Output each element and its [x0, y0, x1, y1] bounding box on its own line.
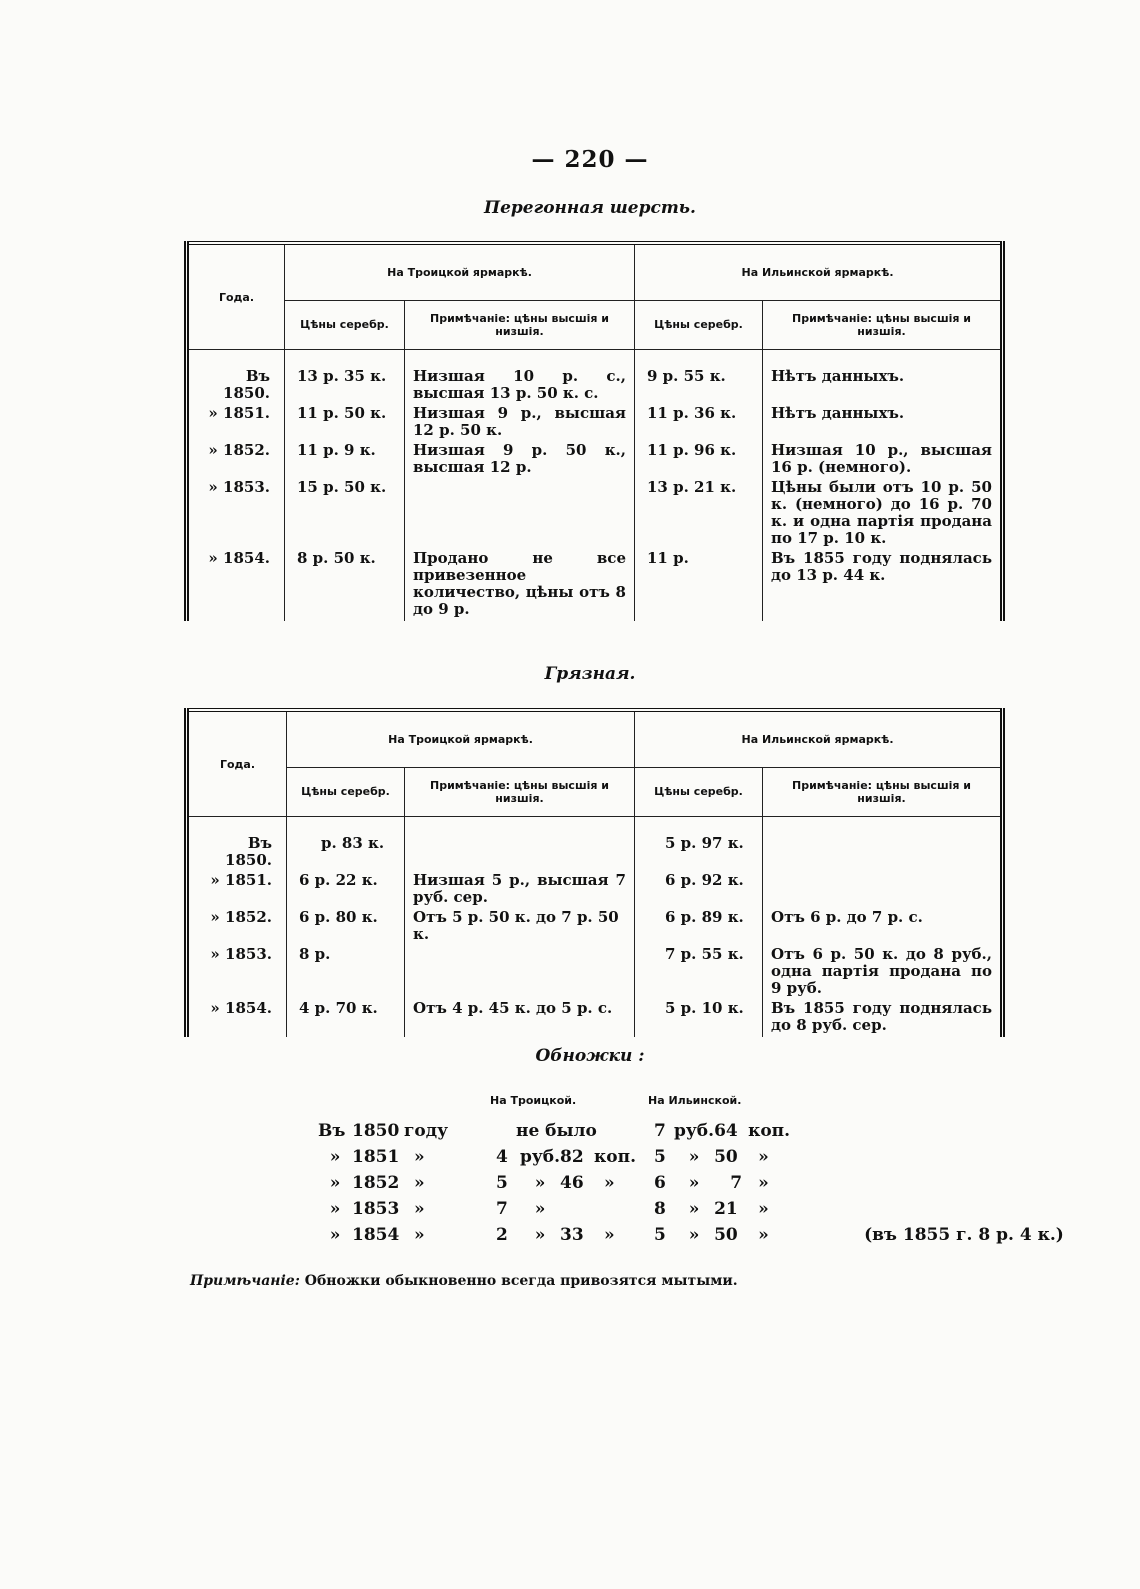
- row-year: » 1854.: [187, 1000, 287, 1037]
- row-year: » 1852.: [187, 442, 285, 479]
- row-year: » 1853.: [187, 946, 287, 1000]
- obn-ilyinsk-kop: 50: [714, 1147, 738, 1167]
- obn-ilyinsk-rub: 7: [654, 1121, 666, 1141]
- obn-troitsk-rub: 4: [496, 1147, 508, 1167]
- table-row: [318, 1170, 1064, 1196]
- obn-troitsk-unit: »: [534, 1173, 546, 1193]
- ilyinsk-price: 5 р. 10 к.: [635, 1000, 763, 1037]
- obn-ilyinsk-kop: 21: [714, 1199, 738, 1219]
- obn-extra: [844, 1144, 1064, 1170]
- obn-prefix: »: [329, 1147, 341, 1167]
- table-row: [187, 479, 1003, 550]
- ilyinsk-note: Нѣтъ данныхъ.: [763, 350, 1003, 406]
- obn-year-suffix: году: [404, 1121, 448, 1141]
- header-price-ilyinsk: Цѣны серебр.: [635, 767, 763, 816]
- ilyinsk-price: 5 р. 97 к.: [635, 817, 763, 873]
- obn-ilyinsk-unit: руб.: [674, 1121, 715, 1141]
- ilyinsk-note: Въ 1855 году поднялась до 13 р. 44 к.: [763, 550, 1003, 621]
- obn-troitsk-rub: 7: [496, 1199, 508, 1219]
- troitsk-price: 11 р. 9 к.: [285, 442, 405, 479]
- header-note-ilyinsk: Примѣчаніе: цѣны высшія и низшія.: [763, 300, 1003, 349]
- section-title-obnozhki: Обножки :: [535, 1046, 645, 1066]
- ilyinsk-note: Въ 1855 году поднялась до 8 руб. сер.: [763, 1000, 1003, 1037]
- table-row: [187, 350, 1003, 406]
- row-year: » 1851.: [187, 405, 285, 442]
- obn-ilyinsk-kop: 7: [730, 1173, 743, 1193]
- obn-ilyinsk-kop-unit: »: [758, 1199, 769, 1219]
- table-row: [187, 405, 1003, 442]
- table-row: [318, 1144, 1064, 1170]
- obn-prefix: »: [329, 1173, 341, 1193]
- footnote-text: Обножки обыкновенно всегда привозятся мытыми.: [304, 1273, 738, 1289]
- troitsk-price: 8 р. 50 к.: [285, 550, 405, 621]
- troitsk-note: Низшая 9 р. 50 к., высшая 12 р.: [405, 442, 635, 479]
- troitsk-note: Отъ 4 р. 45 к. до 5 р. с.: [405, 1000, 635, 1037]
- table-row: [187, 872, 1003, 909]
- troitsk-note: [405, 479, 635, 550]
- obn-troitsk-unit: »: [534, 1225, 546, 1245]
- row-year: Въ 1850.: [187, 817, 287, 873]
- obn-ilyinsk-kop-unit: »: [758, 1147, 769, 1167]
- row-year: » 1852.: [187, 909, 287, 946]
- obn-year-suffix: »: [414, 1173, 425, 1193]
- obn-extra: [844, 1196, 1064, 1222]
- obn-year: 1853: [352, 1199, 400, 1219]
- obn-year-suffix: »: [414, 1225, 425, 1245]
- obn-prefix: Въ: [318, 1121, 346, 1141]
- obn-ilyinsk-kop-unit: коп.: [748, 1121, 791, 1141]
- table-row: [187, 1000, 1003, 1037]
- table-row: [187, 442, 1003, 479]
- obn-troitsk-rub: 2: [496, 1225, 508, 1245]
- obn-troitsk-kop: [560, 1196, 594, 1222]
- troitsk-note: Низшая 5 р., высшая 7 руб. сер.: [405, 872, 635, 909]
- obn-year: 1851: [352, 1147, 400, 1167]
- section-title-peregonnaya: Перегонная шерсть.: [484, 198, 696, 218]
- obn-extra: (въ 1855 г. 8 р. 4 к.): [864, 1225, 1064, 1245]
- obn-troitsk-kop: 82: [560, 1147, 584, 1167]
- troitsk-note: Низшая 10 р. с., высшая 13 р. 50 к. с.: [405, 350, 635, 406]
- obn-ilyinsk-kop-unit: »: [758, 1173, 769, 1193]
- obn-troitsk-kop-unit: »: [604, 1173, 615, 1193]
- obnozhki-head-ilyinsk: На Ильинской.: [648, 1094, 742, 1107]
- troitsk-price: 15 р. 50 к.: [285, 479, 405, 550]
- ilyinsk-price: 13 р. 21 к.: [635, 479, 763, 550]
- ilyinsk-note: Отъ 6 р. до 7 р. с.: [763, 909, 1003, 946]
- ilyinsk-price: 6 р. 92 к.: [635, 872, 763, 909]
- obn-troitsk-unit: »: [534, 1199, 546, 1219]
- obn-year: 1850: [352, 1121, 400, 1141]
- table-row: [318, 1118, 1064, 1144]
- header-note-troitsk: Примѣчаніе: цѣны высшія и низшія.: [405, 300, 635, 349]
- obn-troitsk-unit: руб.: [520, 1147, 561, 1167]
- troitsk-price: 8 р.: [287, 946, 405, 1000]
- obn-ilyinsk-kop-unit: »: [758, 1225, 769, 1245]
- troitsk-price: 11 р. 50 к.: [285, 405, 405, 442]
- header-fair-ilyinsk: На Ильинской ярмаркѣ.: [635, 243, 1003, 300]
- table-row: [318, 1222, 1064, 1248]
- header-fair-ilyinsk: На Ильинской ярмаркѣ.: [635, 710, 1003, 767]
- troitsk-price: 6 р. 80 к.: [287, 909, 405, 946]
- ilyinsk-price: 6 р. 89 к.: [635, 909, 763, 946]
- ilyinsk-note: Нѣтъ данныхъ.: [763, 405, 1003, 442]
- header-note-ilyinsk: Примѣчаніе: цѣны высшія и низшія.: [763, 767, 1003, 816]
- obn-ilyinsk-unit: »: [688, 1199, 700, 1219]
- obn-ilyinsk-rub: 5: [654, 1147, 666, 1167]
- obn-year: 1854: [352, 1225, 400, 1245]
- row-year: » 1853.: [187, 479, 285, 550]
- row-year: » 1851.: [187, 872, 287, 909]
- obn-ilyinsk-kop: 64: [714, 1121, 738, 1141]
- ilyinsk-note: Цѣны были отъ 10 р. 50 к. (немного) до 16 р. 70 к. и одна партія продана по 17 р. 10 к.: [763, 479, 1003, 550]
- row-year: » 1854.: [187, 550, 285, 621]
- price-table-peregonnaya: [184, 241, 1005, 621]
- obn-ilyinsk-rub: 6: [654, 1173, 666, 1193]
- obn-ilyinsk-unit: »: [688, 1173, 700, 1193]
- troitsk-price: 6 р. 22 к.: [287, 872, 405, 909]
- row-year: Въ 1850.: [187, 350, 285, 406]
- obn-troitsk-value: не было: [516, 1121, 597, 1141]
- header-price-troitsk: Цѣны серебр.: [287, 767, 405, 816]
- obn-troitsk-kop-unit: »: [604, 1225, 615, 1245]
- header-year: Года.: [187, 243, 285, 350]
- ilyinsk-note: Отъ 6 р. 50 к. до 8 руб., одна партія продана по 9 руб.: [763, 946, 1003, 1000]
- header-fair-troitsk: На Троицкой ярмаркѣ.: [287, 710, 635, 767]
- troitsk-note: [405, 817, 635, 873]
- header-fair-troitsk: На Троицкой ярмаркѣ.: [285, 243, 635, 300]
- troitsk-price: 4 р. 70 к.: [287, 1000, 405, 1037]
- footnote-label: Примѣчаніе:: [190, 1273, 300, 1289]
- header-price-ilyinsk: Цѣны серебр.: [635, 300, 763, 349]
- obn-ilyinsk-unit: »: [688, 1225, 700, 1245]
- obn-ilyinsk-rub: 5: [654, 1225, 666, 1245]
- troitsk-note: Продано не все привезенное количество, цѣны отъ 8 до 9 р.: [405, 550, 635, 621]
- table-row: [187, 817, 1003, 873]
- ilyinsk-price: 11 р. 96 к.: [635, 442, 763, 479]
- obn-ilyinsk-kop: 50: [714, 1225, 738, 1245]
- obn-year-suffix: »: [414, 1199, 425, 1219]
- obn-troitsk-kop-unit: [594, 1196, 654, 1222]
- troitsk-note: Отъ 5 р. 50 к. до 7 р. 50 к.: [405, 909, 635, 946]
- table-row: [187, 909, 1003, 946]
- obn-ilyinsk-unit: »: [688, 1147, 700, 1167]
- obn-troitsk-kop-unit: коп.: [594, 1147, 637, 1167]
- obn-year: 1852: [352, 1173, 400, 1193]
- obn-troitsk-kop: 33: [560, 1225, 584, 1245]
- footnote: [190, 1273, 738, 1289]
- obnozhki-head-troitsk: На Троицкой.: [490, 1094, 577, 1107]
- page-number: — 220 —: [531, 146, 649, 173]
- ilyinsk-price: 11 р. 36 к.: [635, 405, 763, 442]
- obnozhki-table: [318, 1118, 1064, 1248]
- header-note-troitsk: Примѣчаніе: цѣны высшія и низшія.: [405, 767, 635, 816]
- ilyinsk-price: 9 р. 55 к.: [635, 350, 763, 406]
- ilyinsk-price: 7 р. 55 к.: [635, 946, 763, 1000]
- table-row: [187, 946, 1003, 1000]
- obn-year-suffix: »: [414, 1147, 425, 1167]
- obn-ilyinsk-rub: 8: [654, 1199, 666, 1219]
- obn-prefix: »: [329, 1225, 341, 1245]
- ilyinsk-note: [763, 817, 1003, 873]
- header-year: Года.: [187, 710, 287, 817]
- troitsk-note: [405, 946, 635, 1000]
- troitsk-price: р. 83 к.: [287, 817, 405, 873]
- ilyinsk-note: Низшая 10 р., высшая 16 р. (немного).: [763, 442, 1003, 479]
- table-row: [318, 1196, 1064, 1222]
- troitsk-note: Низшая 9 р., высшая 12 р. 50 к.: [405, 405, 635, 442]
- obn-troitsk-rub: 5: [496, 1173, 508, 1193]
- ilyinsk-note: [763, 872, 1003, 909]
- ilyinsk-price: 11 р.: [635, 550, 763, 621]
- header-price-troitsk: Цѣны серебр.: [285, 300, 405, 349]
- section-title-gryaznaya: Грязная.: [544, 664, 636, 684]
- obn-prefix: »: [329, 1199, 341, 1219]
- troitsk-price: 13 р. 35 к.: [285, 350, 405, 406]
- obn-extra: [844, 1170, 1064, 1196]
- price-table-gryaznaya: [184, 708, 1005, 1037]
- obn-troitsk-kop: 46: [560, 1173, 584, 1193]
- obn-extra: [844, 1118, 1064, 1144]
- table-row: [187, 550, 1003, 621]
